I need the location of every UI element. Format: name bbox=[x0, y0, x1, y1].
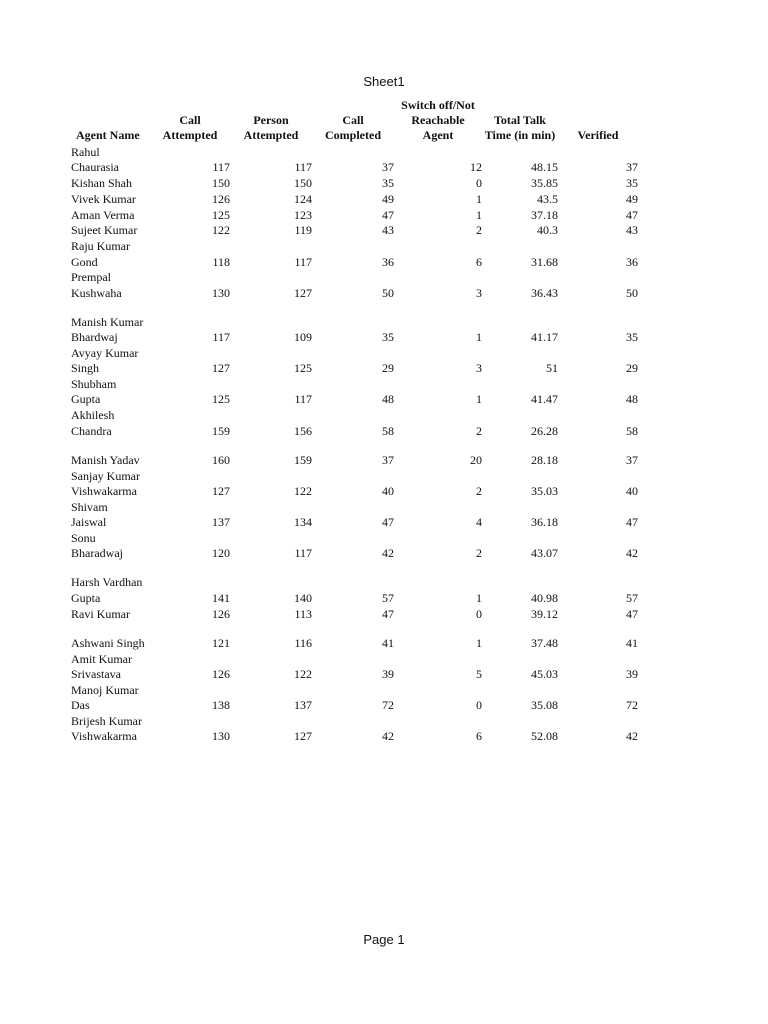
agent-name-cell: Ravi Kumar bbox=[71, 606, 130, 621]
table-row bbox=[64, 652, 638, 683]
agent-name-cell: Manish Kumar Bhardwaj bbox=[71, 314, 144, 345]
value-cell: 57 bbox=[382, 590, 394, 605]
table-row bbox=[64, 408, 638, 439]
table-body bbox=[64, 145, 638, 745]
value-cell: 122 bbox=[294, 666, 312, 681]
value-cell: 41 bbox=[626, 635, 638, 650]
agent-name-cell: Shubham Gupta bbox=[71, 377, 117, 407]
table-row bbox=[64, 531, 638, 562]
table-row bbox=[64, 469, 638, 500]
table-row bbox=[64, 575, 638, 606]
value-cell: 127 bbox=[294, 729, 312, 744]
value-cell: 125 bbox=[212, 207, 230, 222]
value-cell: 72 bbox=[382, 698, 394, 712]
value-cell: 35 bbox=[382, 176, 394, 191]
value-cell: 47 bbox=[626, 515, 638, 530]
agent-name-cell: Rahul Chaurasia bbox=[71, 145, 119, 175]
value-cell: 126 bbox=[212, 191, 230, 206]
value-cell: 4 bbox=[476, 515, 482, 530]
agent-name-cell: Raju Kumar Gond bbox=[71, 239, 130, 269]
value-cell: 20 bbox=[470, 452, 482, 467]
agent-name-cell: Prempal Kushwaha bbox=[71, 270, 122, 300]
value-cell: 36.43 bbox=[531, 285, 558, 300]
value-cell: 3 bbox=[476, 361, 482, 376]
value-cell: 50 bbox=[382, 285, 394, 300]
value-cell: 37 bbox=[626, 160, 638, 175]
value-cell: 1 bbox=[476, 590, 482, 605]
value-cell: 47 bbox=[626, 606, 638, 621]
value-cell: 39.12 bbox=[531, 606, 558, 621]
value-cell: 127 bbox=[212, 483, 230, 498]
table-row bbox=[64, 239, 638, 270]
value-cell: 35.08 bbox=[531, 698, 558, 712]
table-row bbox=[64, 145, 638, 176]
value-cell: 159 bbox=[212, 423, 230, 438]
value-cell: 37 bbox=[626, 452, 638, 467]
value-cell: 160 bbox=[212, 452, 230, 467]
value-cell: 43 bbox=[626, 223, 638, 238]
table-row bbox=[64, 683, 638, 714]
value-cell: 40 bbox=[626, 483, 638, 498]
value-cell: 35.03 bbox=[531, 483, 558, 498]
value-cell: 117 bbox=[212, 330, 230, 345]
agent-name-cell: Sonu Bharadwaj bbox=[71, 530, 123, 561]
table-row bbox=[64, 500, 638, 531]
table-row bbox=[64, 270, 638, 301]
value-cell: 41.17 bbox=[531, 330, 558, 345]
agent-name-cell: Brijesh Kumar Vishwakarma bbox=[71, 713, 142, 744]
value-cell: 113 bbox=[294, 606, 312, 621]
value-cell: 40.98 bbox=[531, 590, 558, 605]
value-cell: 1 bbox=[476, 392, 482, 407]
value-cell: 37 bbox=[382, 160, 394, 175]
value-cell: 120 bbox=[212, 546, 230, 561]
sheet-title: Sheet1 bbox=[363, 74, 405, 89]
value-cell: 26.28 bbox=[531, 423, 558, 438]
value-cell: 6 bbox=[476, 254, 482, 269]
value-cell: 2 bbox=[476, 483, 482, 498]
agent-name-cell: Akhilesh Chandra bbox=[71, 408, 115, 438]
value-cell: 117 bbox=[294, 254, 312, 269]
value-cell: 125 bbox=[212, 392, 230, 407]
value-cell: 137 bbox=[212, 515, 230, 530]
column-header: Call Attempted bbox=[162, 113, 218, 142]
column-header: Call Completed bbox=[325, 113, 381, 142]
value-cell: 117 bbox=[212, 160, 230, 175]
value-cell: 35 bbox=[626, 176, 638, 191]
value-cell: 43 bbox=[382, 223, 394, 238]
agent-name-cell: Ashwani Singh bbox=[71, 635, 145, 650]
value-cell: 48 bbox=[382, 392, 394, 407]
value-cell: 122 bbox=[212, 223, 230, 238]
value-cell: 137 bbox=[294, 698, 312, 712]
value-cell: 29 bbox=[382, 361, 394, 376]
column-header: Switch off/Not Reachable Agent bbox=[401, 98, 475, 142]
value-cell: 159 bbox=[294, 452, 312, 467]
value-cell: 140 bbox=[294, 590, 312, 605]
value-cell: 51 bbox=[546, 361, 558, 376]
table-row bbox=[64, 208, 638, 224]
value-cell: 43.07 bbox=[531, 546, 558, 561]
value-cell: 2 bbox=[476, 546, 482, 561]
value-cell: 40.3 bbox=[537, 223, 558, 238]
value-cell: 41 bbox=[382, 635, 394, 650]
value-cell: 130 bbox=[212, 729, 230, 744]
table-row bbox=[64, 315, 638, 346]
column-header: Agent Name bbox=[76, 128, 140, 142]
value-cell: 1 bbox=[476, 191, 482, 206]
value-cell: 130 bbox=[212, 285, 230, 300]
value-cell: 109 bbox=[294, 330, 312, 345]
value-cell: 1 bbox=[476, 330, 482, 345]
value-cell: 40 bbox=[382, 483, 394, 498]
value-cell: 118 bbox=[212, 254, 230, 269]
value-cell: 123 bbox=[294, 207, 312, 222]
table-row bbox=[64, 636, 638, 652]
agent-name-cell: Sujeet Kumar bbox=[71, 223, 138, 238]
value-cell: 49 bbox=[626, 191, 638, 206]
value-cell: 124 bbox=[294, 191, 312, 206]
agent-name-cell: Avyay Kumar Singh bbox=[71, 346, 139, 376]
value-cell: 72 bbox=[626, 698, 638, 712]
value-cell: 45.03 bbox=[531, 666, 558, 681]
value-cell: 37 bbox=[382, 452, 394, 467]
value-cell: 126 bbox=[212, 666, 230, 681]
value-cell: 36 bbox=[626, 254, 638, 269]
value-cell: 2 bbox=[476, 423, 482, 438]
agent-name-cell: Harsh Vardhan Gupta bbox=[71, 575, 143, 605]
value-cell: 42 bbox=[626, 729, 638, 744]
table-row bbox=[64, 223, 638, 239]
value-cell: 116 bbox=[294, 635, 312, 650]
value-cell: 43.5 bbox=[537, 191, 558, 206]
table-row bbox=[64, 714, 638, 745]
value-cell: 117 bbox=[294, 546, 312, 561]
value-cell: 122 bbox=[294, 483, 312, 498]
table-row bbox=[64, 346, 638, 377]
value-cell: 42 bbox=[382, 546, 394, 561]
value-cell: 156 bbox=[294, 423, 312, 438]
value-cell: 127 bbox=[294, 285, 312, 300]
value-cell: 6 bbox=[476, 729, 482, 744]
value-cell: 1 bbox=[476, 635, 482, 650]
value-cell: 39 bbox=[382, 666, 394, 681]
agent-name-cell: Shivam Jaiswal bbox=[71, 499, 108, 530]
agent-name-cell: Aman Verma bbox=[71, 207, 135, 222]
value-cell: 50 bbox=[626, 285, 638, 300]
agent-name-cell: Amit Kumar Srivastava bbox=[71, 651, 132, 681]
value-cell: 141 bbox=[212, 590, 230, 605]
agent-name-cell: Manoj Kumar Das bbox=[71, 682, 139, 712]
value-cell: 0 bbox=[476, 698, 482, 712]
value-cell: 42 bbox=[382, 729, 394, 744]
value-cell: 39 bbox=[626, 666, 638, 681]
value-cell: 134 bbox=[294, 515, 312, 530]
column-header: Verified bbox=[577, 128, 619, 142]
value-cell: 57 bbox=[626, 590, 638, 605]
value-cell: 36.18 bbox=[531, 515, 558, 530]
value-cell: 138 bbox=[212, 698, 230, 712]
agent-name-cell: Kishan Shah bbox=[71, 176, 132, 191]
value-cell: 47 bbox=[382, 515, 394, 530]
value-cell: 127 bbox=[212, 361, 230, 376]
agent-call-table bbox=[64, 98, 638, 745]
value-cell: 3 bbox=[476, 285, 482, 300]
value-cell: 52.08 bbox=[531, 729, 558, 744]
value-cell: 150 bbox=[212, 176, 230, 191]
value-cell: 1 bbox=[476, 207, 482, 222]
value-cell: 121 bbox=[212, 635, 230, 650]
value-cell: 150 bbox=[294, 176, 312, 191]
value-cell: 119 bbox=[294, 223, 312, 238]
value-cell: 126 bbox=[212, 606, 230, 621]
agent-name-cell: Sanjay Kumar Vishwakarma bbox=[71, 468, 140, 498]
table-header-row bbox=[64, 98, 638, 145]
value-cell: 0 bbox=[476, 606, 482, 621]
blank-row bbox=[64, 622, 638, 636]
value-cell: 42 bbox=[626, 546, 638, 561]
table-row bbox=[64, 377, 638, 408]
value-cell: 31.68 bbox=[531, 254, 558, 269]
value-cell: 0 bbox=[476, 176, 482, 191]
value-cell: 37.48 bbox=[531, 635, 558, 650]
value-cell: 36 bbox=[382, 254, 394, 269]
agent-name-cell: Vivek Kumar bbox=[71, 191, 136, 206]
value-cell: 12 bbox=[470, 160, 482, 175]
agent-name-cell: Manish Yadav bbox=[71, 452, 140, 467]
value-cell: 48 bbox=[626, 392, 638, 407]
value-cell: 35 bbox=[382, 330, 394, 345]
value-cell: 58 bbox=[626, 423, 638, 438]
value-cell: 58 bbox=[382, 423, 394, 438]
value-cell: 35 bbox=[626, 330, 638, 345]
value-cell: 125 bbox=[294, 361, 312, 376]
page-footer: Page 1 bbox=[363, 932, 405, 947]
value-cell: 47 bbox=[382, 207, 394, 222]
value-cell: 37.18 bbox=[531, 207, 558, 222]
value-cell: 49 bbox=[382, 191, 394, 206]
column-header: Total Talk Time (in min) bbox=[484, 113, 556, 142]
blank-row bbox=[64, 562, 638, 576]
value-cell: 48.15 bbox=[531, 160, 558, 175]
value-cell: 117 bbox=[294, 392, 312, 407]
blank-row bbox=[64, 301, 638, 315]
value-cell: 29 bbox=[626, 361, 638, 376]
table-row bbox=[64, 607, 638, 623]
table-row bbox=[64, 192, 638, 208]
value-cell: 47 bbox=[382, 606, 394, 621]
value-cell: 47 bbox=[626, 207, 638, 222]
value-cell: 35.85 bbox=[531, 176, 558, 191]
value-cell: 5 bbox=[476, 666, 482, 681]
column-header: Person Attempted bbox=[243, 113, 299, 142]
value-cell: 117 bbox=[294, 160, 312, 175]
table-row bbox=[64, 453, 638, 469]
blank-row bbox=[64, 439, 638, 453]
value-cell: 28.18 bbox=[531, 452, 558, 467]
table-row bbox=[64, 176, 638, 192]
value-cell: 2 bbox=[476, 223, 482, 238]
value-cell: 41.47 bbox=[531, 392, 558, 407]
